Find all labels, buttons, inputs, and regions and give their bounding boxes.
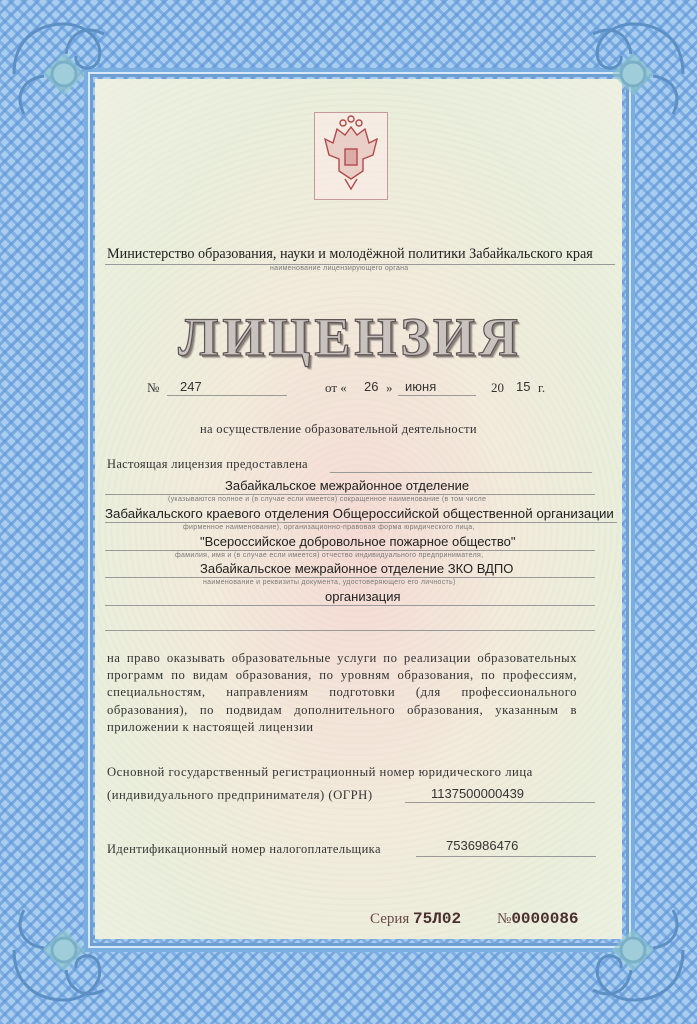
- org-caption-1: (указываются полное и (в случае если имеется) сокращенное наименование (в том числе: [168, 496, 487, 503]
- number-prefix: №: [147, 380, 160, 395]
- org-underline-4: [105, 577, 595, 578]
- series-value: 75Л02: [413, 910, 462, 928]
- document-title: ЛИЦЕНЗИЯ: [178, 307, 522, 367]
- org-line-5: организация: [325, 589, 401, 604]
- org-underline-3: [105, 550, 595, 551]
- form-number-label: №: [497, 911, 512, 927]
- license-number: 247: [180, 379, 202, 394]
- ogrn-value: 1137500000439: [431, 786, 525, 801]
- authority-caption: наименование лицензирующего органа: [270, 265, 409, 272]
- org-caption-4: наименование и реквизиты документа, удостоверяющего его личность): [203, 579, 456, 586]
- corner-ornament-icon: [573, 890, 693, 1010]
- form-number-value: 0000086: [511, 910, 579, 928]
- org-underline-6: [105, 630, 595, 631]
- org-caption-3: фамилия, имя и (в случае если имеется) отчество индивидуального предпринимателя,: [175, 552, 484, 559]
- activity-type: на осуществление образовательной деятельности: [200, 422, 477, 436]
- form-series: [370, 910, 461, 928]
- org-line-2: Забайкальского краевого отделения Общероссийской общественной организации: [105, 506, 614, 521]
- inn-value: 7536986476: [446, 838, 519, 853]
- corner-ornament-icon: [573, 14, 693, 134]
- date-prefix: от «: [325, 380, 347, 395]
- year-end: г.: [538, 380, 546, 395]
- number-underline: [167, 395, 287, 396]
- license-day: 26: [364, 379, 379, 394]
- org-underline-5: [105, 605, 595, 606]
- org-line-3: "Всероссийское добровольное пожарное общество": [200, 534, 516, 549]
- coat-of-arms-icon: [314, 112, 388, 200]
- inn-label: Идентификационный номер налогоплательщика: [107, 842, 381, 856]
- org-underline-1: [105, 494, 595, 495]
- ogrn-underline: [405, 802, 595, 803]
- rights-text: на право оказывать образовательные услуги по реализации образовательных программ по видам образования, по уровням образования, по профессиям, специальностям, направлениям подготовки (для профессионального образования), по подвидам дополнительного образования, указанным в приложении к настоящей лицензии: [107, 651, 577, 734]
- org-line-4: Забайкальское межрайонное отделение ЗКО ВДПО: [200, 561, 514, 576]
- granted-underline: [330, 472, 592, 473]
- license-year: 15: [516, 379, 531, 394]
- org-underline-2: [105, 522, 617, 523]
- ogrn-label-1: Основной государственный регистрационный номер юридического лица: [107, 765, 533, 779]
- day-suffix: »: [386, 380, 393, 395]
- month-underline: [398, 395, 476, 396]
- ogrn-label-2: (индивидуального предпринимателя) (ОГРН): [107, 788, 373, 802]
- org-line-1: Забайкальское межрайонное отделение: [225, 478, 470, 493]
- series-label: Серия: [370, 911, 410, 927]
- org-caption-2: фирменное наименование), организационно-правовая форма юридического лица,: [183, 524, 475, 531]
- form-number: [497, 910, 579, 928]
- year-prefix: 20: [491, 380, 504, 395]
- corner-ornament-icon: [4, 14, 124, 134]
- corner-ornament-icon: [4, 890, 124, 1010]
- license-month: июня: [405, 379, 437, 394]
- granted-to-label: Настоящая лицензия предоставлена: [107, 457, 308, 471]
- issuing-authority: Министерство образования, науки и молодёжной политики Забайкальского края: [107, 246, 593, 262]
- inn-underline: [416, 856, 596, 857]
